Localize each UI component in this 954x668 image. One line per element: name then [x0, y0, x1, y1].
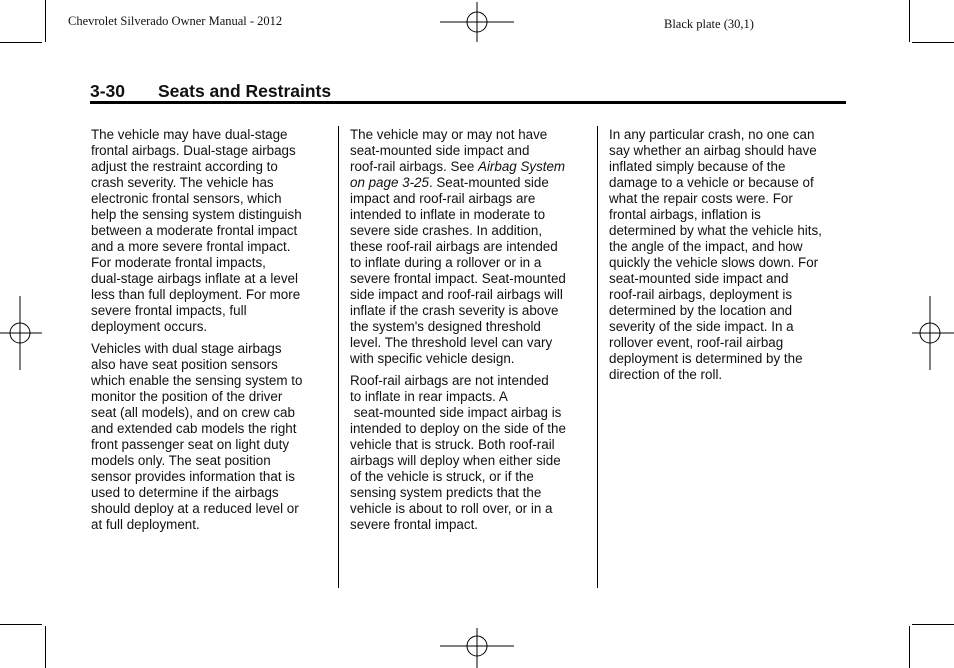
text-line: sensor provides information that is: [91, 469, 295, 484]
text-line: what the repair costs were. For: [609, 191, 793, 206]
text-line: adjust the restraint according to: [91, 159, 278, 174]
heading-rule: [90, 101, 846, 104]
text-line: damage to a vehicle or because of: [609, 175, 814, 190]
crop-mark: [912, 624, 954, 625]
text-line: severity of the side impact. In a: [609, 319, 794, 334]
text-line: seat-mounted side impact airbag is: [350, 405, 562, 420]
crop-mark: [45, 626, 46, 668]
registration-mark-icon: [910, 296, 954, 370]
text-line: less than full deployment. For more: [91, 287, 301, 302]
text-column-3: [609, 127, 845, 389]
paragraph: [91, 127, 327, 335]
text-line: to inflate in rear impacts. A: [350, 389, 508, 404]
text-line: deployment is determined by the: [609, 351, 803, 366]
text-line: and a more severe frontal impact.: [91, 239, 291, 254]
text-line: which enable the sensing system to: [91, 373, 303, 388]
text-line: intended to deploy on the side of the: [350, 421, 566, 436]
text-line: dual-stage airbags inflate at a level: [91, 271, 298, 286]
text-line: seat-mounted side impact and: [350, 143, 530, 158]
text-line: In any particular crash, no one can: [609, 127, 815, 142]
text-line: deployment occurs.: [91, 319, 208, 334]
crop-mark: [0, 624, 42, 625]
paragraph: [350, 127, 586, 367]
text-line: monitor the position of the driver: [91, 389, 283, 404]
text-line: [350, 159, 586, 175]
text-line: impact and roof-rail airbags are: [350, 191, 536, 206]
text-line: front passenger seat on light duty: [91, 437, 290, 452]
text-line: severe side crashes. In addition,: [350, 223, 543, 238]
text-line: these roof-rail airbags are intended: [350, 239, 558, 254]
text-line: also have seat position sensors: [91, 357, 278, 372]
text-line: models only. The seat position: [91, 453, 271, 468]
text-line: the system's designed threshold: [350, 319, 541, 334]
text-line: the angle of the impact, and how: [609, 239, 803, 254]
section-heading: [90, 81, 331, 102]
text-line: seat (all models), and on crew cab: [91, 405, 295, 420]
text-line: used to determine if the airbags: [91, 485, 279, 500]
text-fragment: roof-rail airbags. See: [350, 159, 479, 174]
crop-mark: [912, 42, 954, 43]
text-line: quickly the vehicle slows down. For: [609, 255, 819, 270]
plate-label: Black plate (30,1): [664, 17, 754, 31]
text-line: Roof-rail airbags are not intended: [350, 373, 549, 388]
paragraph: [609, 127, 845, 383]
text-line: and extended cab models the right: [91, 421, 297, 436]
text-line: help the sensing system distinguish: [91, 207, 302, 222]
text-line: of the vehicle is struck, or if the: [350, 469, 534, 484]
text-line: determined by the location and: [609, 303, 793, 318]
text-line: with specific vehicle design.: [350, 351, 515, 366]
text-line: roof-rail airbags, deployment is: [609, 287, 793, 302]
crop-mark: [45, 0, 46, 42]
text-line: vehicle that is struck. Both roof-rail: [350, 437, 555, 452]
crop-mark: [0, 42, 42, 43]
text-line: sensing system predicts that the: [350, 485, 542, 500]
text-line: direction of the roll.: [609, 367, 723, 382]
text-line: determined by what the vehicle hits,: [609, 223, 822, 238]
crop-mark: [909, 626, 910, 668]
crop-mark: [909, 0, 910, 42]
text-line: frontal airbags, inflation is: [609, 207, 761, 222]
section-title: Seats and Restraints: [158, 81, 332, 101]
registration-mark-icon: [440, 626, 514, 668]
page-number: 3-30: [90, 81, 126, 101]
text-line: seat-mounted side impact and: [609, 271, 789, 286]
text-line: severe frontal impact.: [350, 517, 479, 532]
text-line: level. The threshold level can vary: [350, 335, 553, 350]
document-header-title: Chevrolet Silverado Owner Manual - 2012: [68, 14, 283, 28]
cross-reference-page[interactable]: on page 3-25: [350, 175, 429, 190]
text-line: The vehicle may or may not have: [350, 127, 548, 142]
text-line: side impact and roof-rail airbags will: [350, 287, 563, 302]
text-line: inflate if the crash severity is above: [350, 303, 559, 318]
text-column-2: [350, 127, 586, 539]
paragraph: [91, 341, 327, 533]
text-line: between a moderate frontal impact: [91, 223, 298, 238]
text-line: should deploy at a reduced level or: [91, 501, 299, 516]
column-divider: [597, 126, 598, 588]
text-column-1: [91, 127, 327, 539]
text-line: electronic frontal sensors, which: [91, 191, 282, 206]
text-line: severe frontal impact. Seat-mounted: [350, 271, 566, 286]
text-line: crash severity. The vehicle has: [91, 175, 274, 190]
text-line: to inflate during a rollover or in a: [350, 255, 542, 270]
text-line: frontal airbags. Dual-stage airbags: [91, 143, 296, 158]
text-line: Vehicles with dual stage airbags: [91, 341, 282, 356]
registration-mark-icon: [440, 2, 514, 44]
text-line: airbags will deploy when either side: [350, 453, 561, 468]
text-line: rollover event, roof-rail airbag: [609, 335, 784, 350]
text-line: [350, 175, 586, 191]
text-line: For moderate frontal impacts,: [91, 255, 266, 270]
text-line: vehicle is about to roll over, or in a: [350, 501, 553, 516]
text-line: inflated simply because of the: [609, 159, 786, 174]
column-divider: [338, 126, 339, 588]
text-line: intended to inflate in moderate to: [350, 207, 546, 222]
text-line: severe frontal impacts, full: [91, 303, 247, 318]
text-line: say whether an airbag should have: [609, 143, 817, 158]
text-line: at full deployment.: [91, 517, 200, 532]
text-fragment: . Seat-mounted side: [428, 175, 549, 190]
paragraph: [350, 373, 586, 533]
text-line: The vehicle may have dual-stage: [91, 127, 288, 142]
cross-reference-link[interactable]: Airbag System: [478, 159, 566, 174]
registration-mark-icon: [0, 296, 44, 370]
